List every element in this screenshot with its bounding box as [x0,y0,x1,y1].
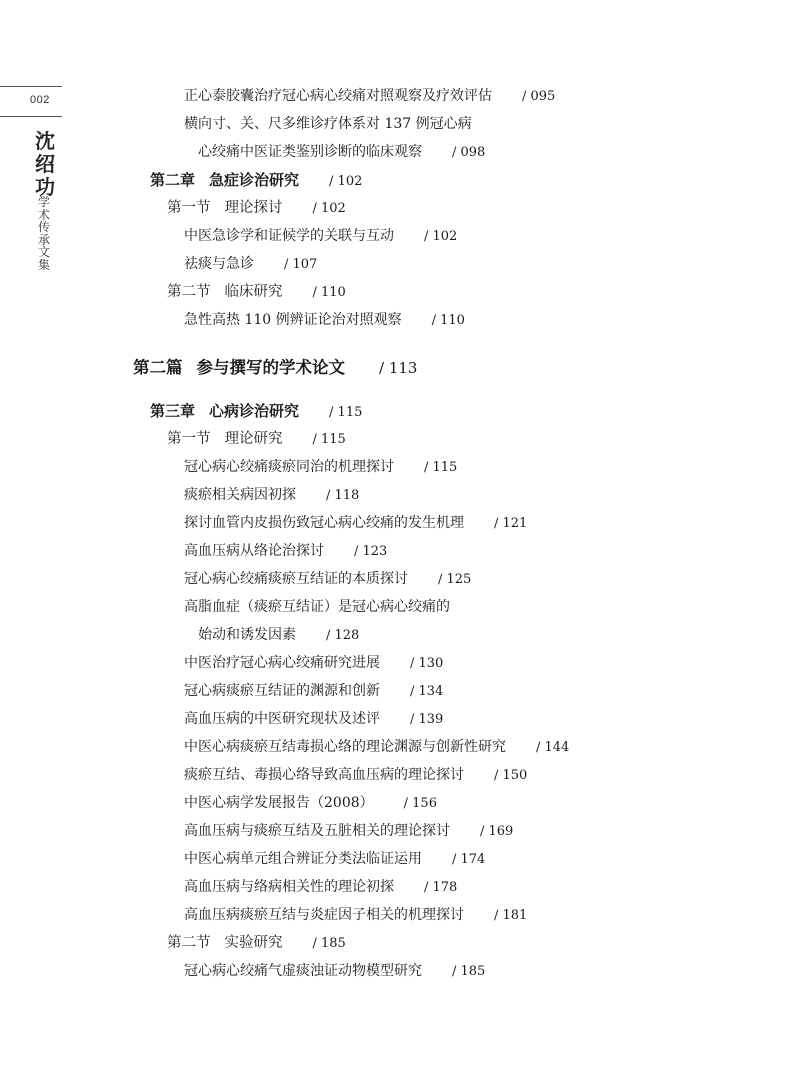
toc-entry[interactable]: 中医心病痰瘀互结毒损心络的理论渊源与创新性研究 / 144 [184,739,570,755]
toc-entry[interactable]: 冠心病心绞痛痰瘀互结证的本质探讨 / 125 [184,571,472,587]
toc-section[interactable]: 第二节 实验研究 / 185 [167,935,346,951]
toc-chapter[interactable]: 第二章 急症诊治研究 / 102 [150,171,363,189]
toc-section[interactable]: 第一节 理论研究 / 115 [167,431,346,447]
toc-entry[interactable]: 中医治疗冠心病心绞痛研究进展 / 130 [184,655,444,671]
toc-entry[interactable]: 高血压病与痰瘀互结及五脏相关的理论探讨 / 169 [184,823,514,839]
top-rule [0,86,62,87]
series-title: 学术传承文集 [37,195,50,272]
toc-entry[interactable]: 冠心病痰瘀互结证的渊源和创新 / 134 [184,683,444,699]
author-name: 沈绍功 [35,129,55,199]
toc-entry[interactable]: 中医急诊学和证候学的关联与互动 / 102 [184,228,458,244]
toc-entry[interactable]: 探讨血管内皮损伤致冠心病心绞痛的发生机理 / 121 [184,515,528,531]
toc-section[interactable]: 第一节 理论探讨 / 102 [167,200,346,216]
page-number: 002 [30,94,50,106]
toc-entry-continued[interactable]: 始动和诱发因素 / 128 [198,627,360,643]
bottom-rule [0,116,62,117]
toc-chapter[interactable]: 第三章 心病诊治研究 / 115 [150,402,363,420]
toc-entry[interactable]: 冠心病心绞痛气虚痰浊证动物模型研究 / 185 [184,963,486,979]
toc-entry[interactable]: 正心泰胶囊治疗冠心病心绞痛对照观察及疗效评估 / 095 [184,88,556,104]
toc-entry[interactable]: 痰瘀相关病因初探 / 118 [184,487,360,503]
toc-section[interactable]: 第二节 临床研究 / 110 [167,284,346,300]
toc-entry[interactable]: 高血压病从络论治探讨 / 123 [184,543,388,559]
toc-entry[interactable]: 高血压病痰瘀互结与炎症因子相关的机理探讨 / 181 [184,907,528,923]
toc-entry[interactable]: 冠心病心绞痛痰瘀同治的机理探讨 / 115 [184,459,458,475]
toc-entry[interactable]: 中医心病学发展报告（2008） / 156 [184,795,437,811]
toc-entry[interactable]: 急性高热 110 例辨证论治对照观察 / 110 [184,312,465,328]
toc-part[interactable]: 第二篇 参与撰写的学术论文 / 113 [133,358,418,377]
toc-entry[interactable]: 高脂血症（痰瘀互结证）是冠心病心绞痛的 [184,599,450,615]
toc-entry-continued[interactable]: 心绞痛中医证类鉴别诊断的临床观察 / 098 [198,144,486,160]
toc-entry[interactable]: 中医心病单元组合辨证分类法临证运用 / 174 [184,851,486,867]
toc-entry[interactable]: 祛痰与急诊 / 107 [184,256,318,272]
toc-entry[interactable]: 痰瘀互结、毒损心络导致高血压病的理论探讨 / 150 [184,767,528,783]
toc-entry[interactable]: 高血压病的中医研究现状及述评 / 139 [184,711,444,727]
toc-entry[interactable]: 横向寸、关、尺多维诊疗体系对 137 例冠心病 [184,116,472,132]
toc-entry[interactable]: 高血压病与络病相关性的理论初探 / 178 [184,879,458,895]
